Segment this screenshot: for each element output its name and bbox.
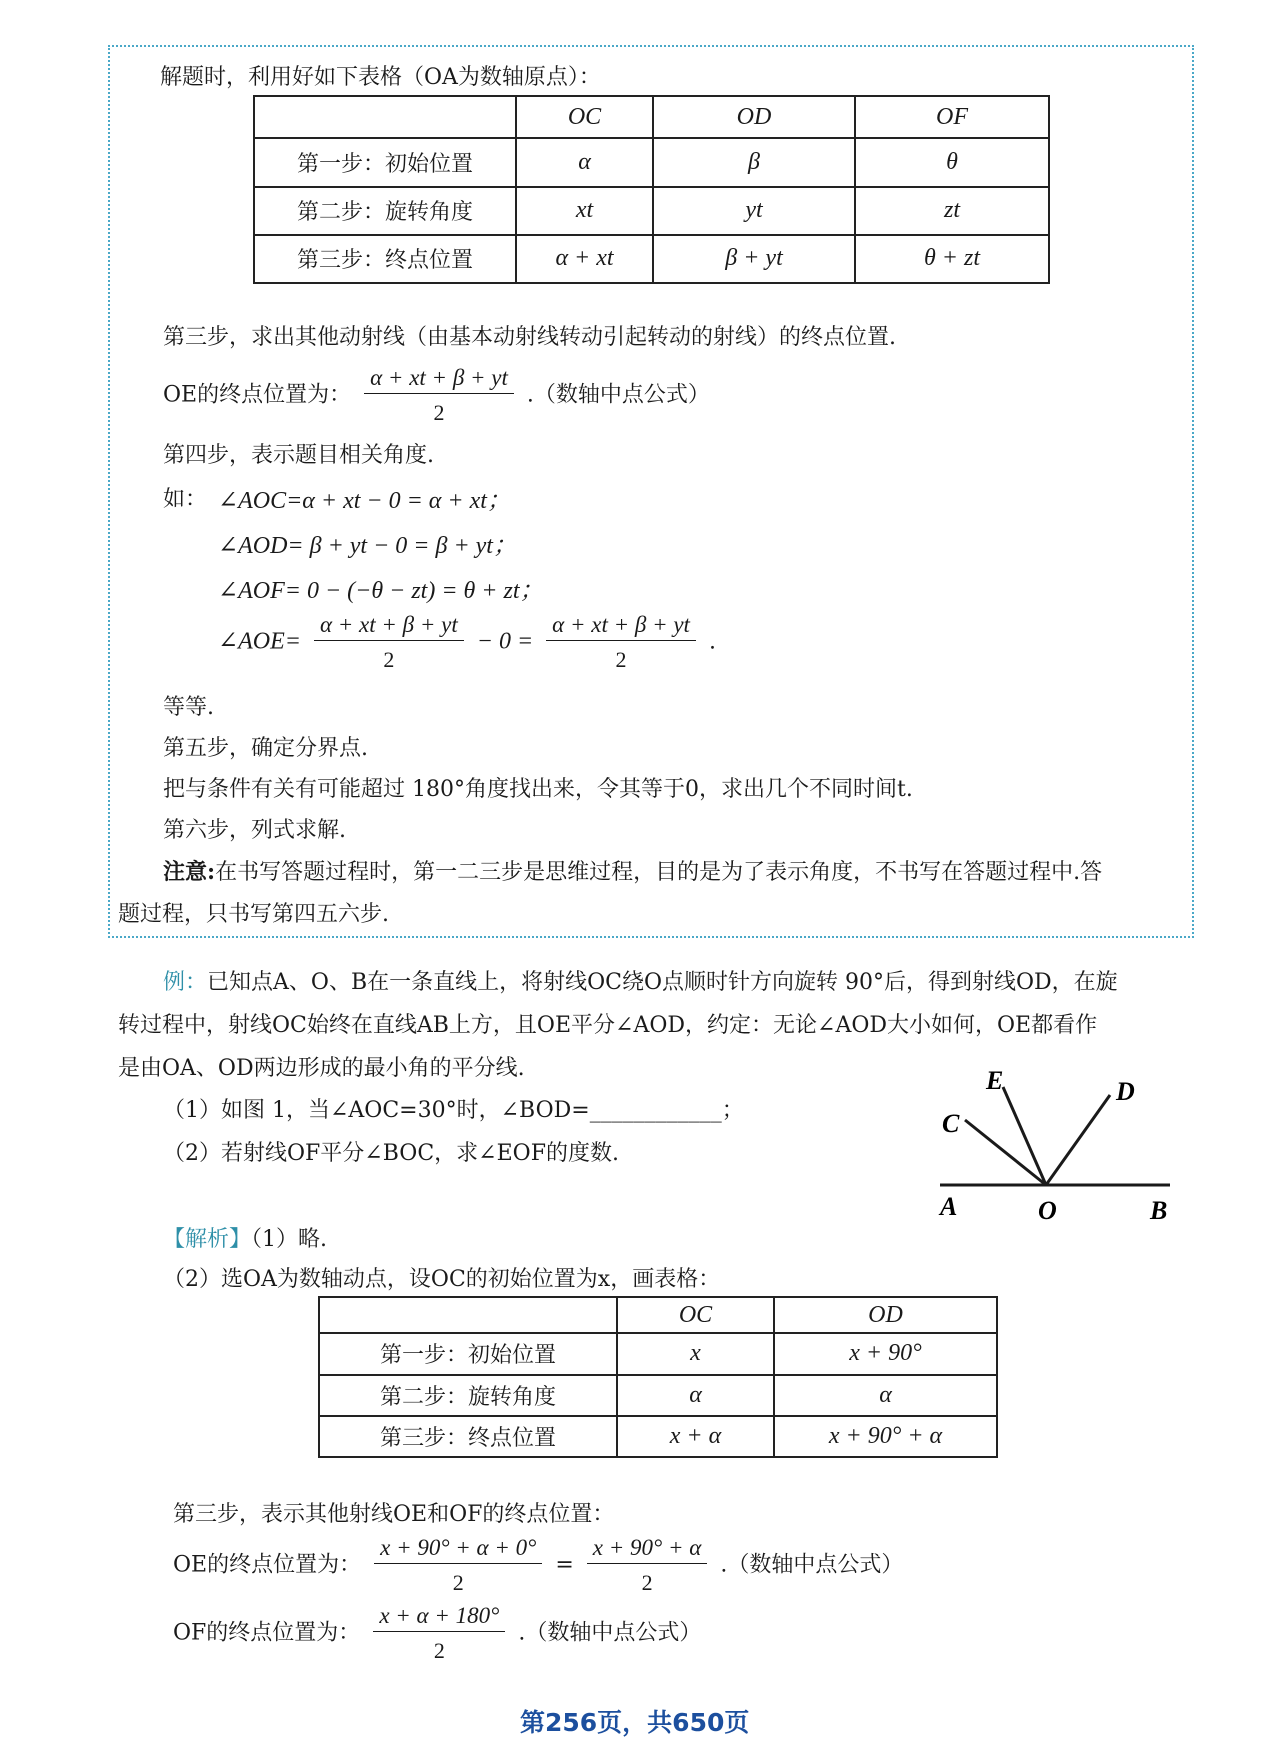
label-o: O (1038, 1196, 1057, 1225)
table-row (319, 1416, 997, 1457)
table-cell: α + xt (516, 235, 653, 283)
note-label: 注意: (163, 859, 216, 885)
table-cell: 第一步：初始位置 (254, 138, 516, 186)
table-row (319, 1333, 997, 1374)
table-cell: yt (653, 187, 855, 235)
table-cell: x + 90° (774, 1333, 997, 1374)
oe-numerator: α + xt + β + yt (364, 365, 514, 394)
analysis-text1: （1）略. (251, 1227, 328, 1252)
note-line1 (163, 855, 1102, 886)
note-line2: 题过程，只书写第四五六步. (118, 902, 389, 927)
ray-oc (965, 1120, 1046, 1185)
angle-aoe-lhs: ∠AOE= (218, 628, 301, 655)
angle-aoe-end: . (708, 629, 716, 655)
example-label: 例： (163, 970, 208, 995)
page-number: 第256页，共650页 (520, 1708, 750, 1737)
table-cell: α (617, 1375, 774, 1416)
of2-note: .（数轴中点公式） (518, 1620, 702, 1646)
table-cell: xt (516, 187, 653, 235)
oe2-denominator2: 2 (641, 1570, 653, 1595)
step4-text: 第四步，表示题目相关角度. (163, 443, 434, 468)
oe2-fraction1 (374, 1535, 542, 1596)
table-header-cell: OC (617, 1297, 774, 1333)
oe2-formula (173, 1535, 903, 1596)
angle-aod: ∠AOD= β + yt − 0 = β + yt； (218, 533, 517, 559)
angle-aoe (218, 612, 716, 673)
of2-label: OF的终点位置为： (173, 1620, 361, 1646)
table-header-row (319, 1297, 997, 1333)
step5b-text: 把与条件有关有可能超过 180°角度找出来，令其等于0，求出几个不同时间t. (163, 777, 913, 802)
oe-note: .（数轴中点公式） (526, 382, 710, 408)
table-cell: x + 90° + α (774, 1416, 997, 1457)
table-cell: zt (855, 187, 1049, 235)
table-row (254, 235, 1049, 283)
table-cell: β (653, 138, 855, 186)
intro-text: 解题时，利用好如下表格（OA为数轴原点）： (160, 65, 601, 90)
angle-aoe-frac1 (314, 612, 464, 673)
oe-formula (163, 365, 710, 426)
oe2-fraction2 (587, 1535, 708, 1596)
table-header-cell (254, 96, 516, 138)
note-text: 在书写答题过程时，第一二三步是思维过程，目的是为了表示角度，不书写在答题过程中.答 (215, 860, 1103, 885)
table-rotation-general (253, 95, 1050, 284)
angle-aoe-mid: − 0 = (476, 628, 534, 655)
of2-denominator: 2 (433, 1638, 445, 1663)
label-a: A (940, 1192, 958, 1221)
table-row (254, 138, 1049, 186)
label-b: B (1150, 1196, 1168, 1225)
angle-aoe-num1: α + xt + β + yt (314, 612, 464, 641)
example-prefix: 如： (163, 487, 208, 512)
question-1: （1）如图 1，当∠AOC=30°时，∠BOD=____________； (163, 1098, 744, 1123)
label-e: E (986, 1066, 1004, 1095)
oe2-label: OE的终点位置为： (173, 1552, 362, 1578)
table-cell: x + α (617, 1416, 774, 1457)
step3b-text: 第三步，表示其他射线OE和OF的终点位置： (173, 1502, 615, 1527)
angle-aoe-num2: α + xt + β + yt (546, 612, 696, 641)
oe2-numerator2: x + 90° + α (587, 1535, 708, 1564)
ray-od (1046, 1095, 1110, 1185)
example-line2: 转过程中，射线OC始终在直线AB上方，且OE平分∠AOD，约定：无论∠AOD大小如何，OE都看作 (118, 1013, 1098, 1038)
example-text1: 已知点A、O、B在一条直线上，将射线OC绕O点顺时针方向旋转 90°后，得到射线OD，在旋 (207, 970, 1118, 995)
oe-denominator: 2 (433, 400, 445, 425)
table-header-cell: OD (653, 96, 855, 138)
angle-aoe-frac2 (546, 612, 696, 673)
table-cell: 第二步：旋转角度 (254, 187, 516, 235)
question-2: （2）若射线OF平分∠BOC，求∠EOF的度数. (163, 1141, 619, 1166)
of2-numerator: x + α + 180° (373, 1603, 505, 1632)
table-rotation-example (318, 1296, 998, 1458)
table-row (254, 187, 1049, 235)
etc-text: 等等. (163, 695, 214, 720)
example-line3: 是由OA、OD两边形成的最小角的平分线. (118, 1056, 525, 1081)
table-cell: 第一步：初始位置 (319, 1333, 617, 1374)
table-cell: θ (855, 138, 1049, 186)
table-row (319, 1375, 997, 1416)
table-cell: α (516, 138, 653, 186)
table-cell: 第二步：旋转角度 (319, 1375, 617, 1416)
angle-aoe-den1: 2 (383, 647, 395, 672)
angle-aoc: ∠AOC=α + xt − 0 = α + xt； (218, 488, 511, 514)
angle-aoe-den2: 2 (615, 647, 627, 672)
label-c: C (942, 1109, 960, 1138)
label-d: D (1116, 1077, 1135, 1106)
table-cell: 第三步：终点位置 (319, 1416, 617, 1457)
oe2-equals: = (555, 1552, 574, 1578)
angle-aof: ∠AOF= 0 − (−θ − zt) = θ + zt； (218, 578, 544, 604)
oe-label: OE的终点位置为： (163, 382, 352, 408)
table-cell: β + yt (653, 235, 855, 283)
of2-formula (173, 1603, 701, 1664)
table-header-cell: OD (774, 1297, 997, 1333)
table-cell: x (617, 1333, 774, 1374)
oe-fraction (364, 365, 514, 426)
angle-figure (920, 1055, 1180, 1230)
table-cell: θ + zt (855, 235, 1049, 283)
table-header-row (254, 96, 1049, 138)
example-line1 (163, 965, 1118, 996)
ray-oe (1003, 1087, 1046, 1185)
oe2-numerator1: x + 90° + α + 0° (374, 1535, 542, 1564)
table-header-cell: OF (855, 96, 1049, 138)
step6-text: 第六步，列式求解. (163, 818, 346, 843)
table-cell: α (774, 1375, 997, 1416)
analysis-label: 【解析】 (163, 1227, 252, 1252)
oe2-denominator1: 2 (452, 1570, 464, 1595)
table-header-cell: OC (516, 96, 653, 138)
of2-fraction (373, 1603, 505, 1664)
table-header-cell (319, 1297, 617, 1333)
step5-text: 第五步，确定分界点. (163, 736, 368, 761)
analysis-line1 (163, 1222, 327, 1253)
table-cell: 第三步：终点位置 (254, 235, 516, 283)
oe2-note: .（数轴中点公式） (720, 1552, 904, 1578)
step3-text: 第三步，求出其他动射线（由基本动射线转动引起转动的射线）的终点位置. (163, 325, 896, 350)
analysis-line2: （2）选OA为数轴动点，设OC的初始位置为x，画表格： (163, 1267, 721, 1292)
